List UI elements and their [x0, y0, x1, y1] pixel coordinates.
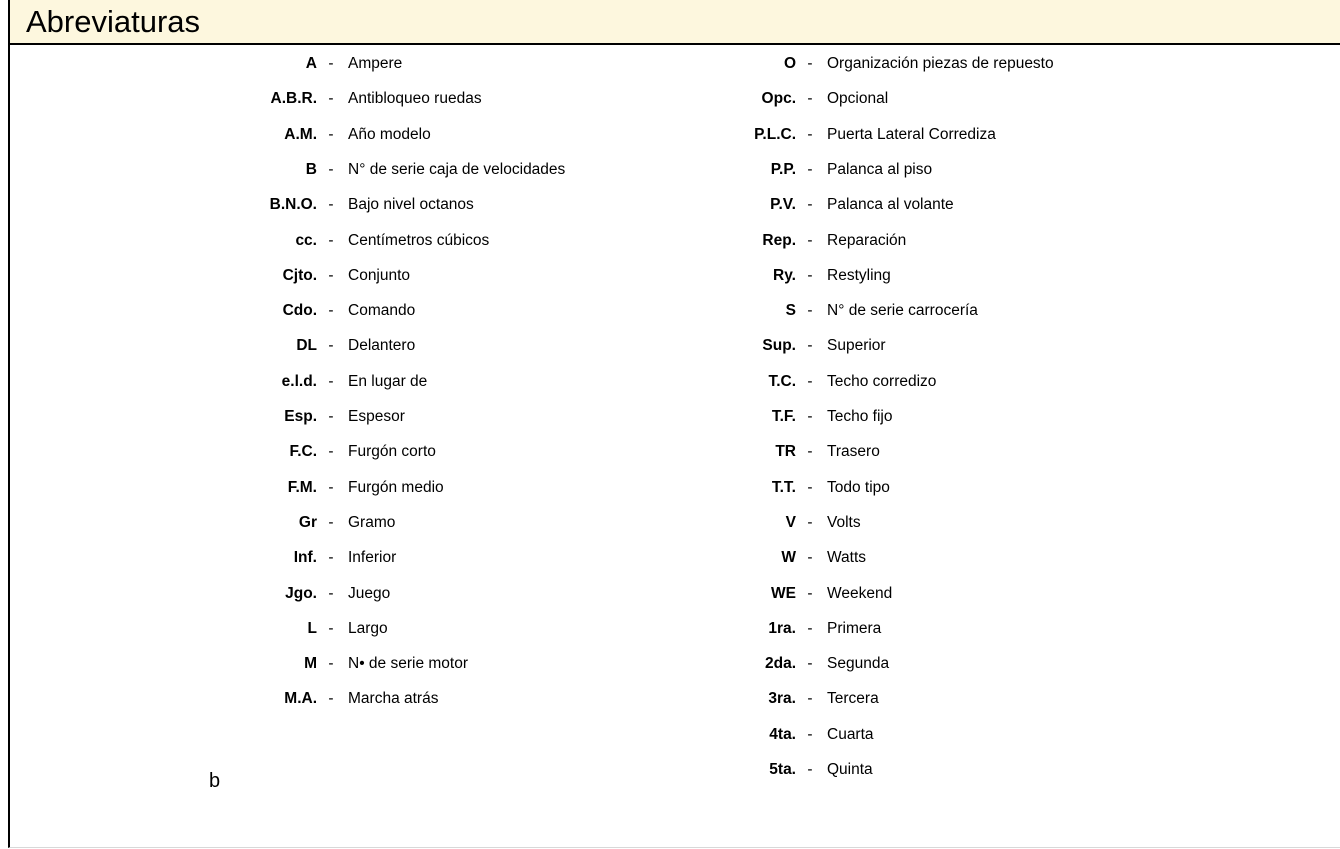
abbreviation-row	[0, 652, 1157, 676]
abbreviation-separator: -	[328, 619, 334, 637]
abbreviation-meaning: Palanca al volante	[827, 196, 954, 214]
abbreviation-separator: -	[807, 513, 813, 531]
abbreviation-meaning: Inferior	[348, 549, 397, 567]
abbreviation-term: O	[783, 55, 796, 72]
abbreviation-separator: -	[328, 549, 334, 567]
abbreviation-term: B	[305, 160, 317, 178]
title-bar	[10, 0, 1340, 45]
abbreviation-row	[0, 546, 1157, 570]
abbreviation-meaning: Antibloqueo ruedas	[348, 90, 482, 108]
stray-letter: b	[209, 770, 221, 792]
abbreviation-meaning: Juego	[348, 584, 391, 602]
abbreviation-meaning: Superior	[827, 337, 886, 355]
abbreviation-separator: -	[328, 408, 334, 425]
abbreviation-term: Gr	[298, 513, 317, 531]
abbreviation-separator: -	[807, 761, 813, 778]
abbreviation-term: T.F.	[771, 408, 796, 425]
abbreviation-meaning: Quinta	[827, 761, 873, 778]
abbreviation-term: Rep.	[762, 231, 796, 249]
abbreviation-term: 1ra.	[768, 619, 796, 637]
abbreviation-meaning: Primera	[827, 619, 882, 637]
abbreviation-separator: -	[807, 55, 813, 72]
abbreviation-meaning: Espesor	[348, 408, 405, 425]
abbreviation-term: A	[305, 55, 317, 72]
abbreviation-term: Cjto.	[282, 266, 317, 284]
abbreviation-term: 3ra.	[768, 690, 796, 708]
abbreviation-separator: -	[328, 584, 334, 602]
abbreviation-term: S	[785, 302, 796, 320]
abbreviation-meaning: Cuarta	[827, 725, 874, 743]
abbreviation-meaning: Ampere	[348, 55, 403, 72]
abbreviation-meaning: Año modelo	[348, 125, 431, 143]
abbreviation-meaning: Organización piezas de repuesto	[827, 55, 1054, 72]
abbreviation-term: T.T.	[771, 478, 796, 496]
abbreviation-term: Ry.	[773, 266, 796, 284]
abbreviation-term: Esp.	[284, 408, 317, 425]
abbreviation-row	[0, 299, 1157, 323]
abbreviation-row	[0, 723, 1157, 747]
abbreviation-separator: -	[328, 160, 334, 178]
abbreviation-row	[0, 52, 1157, 76]
abbreviation-term: P.L.C.	[754, 125, 796, 143]
abbreviation-meaning: Bajo nivel octanos	[348, 196, 474, 214]
abbreviation-term: L	[307, 619, 317, 637]
abbreviation-separator: -	[807, 372, 813, 390]
abbreviation-term: T.C.	[768, 372, 796, 390]
abbreviation-separator: -	[807, 337, 813, 355]
abbreviation-separator: -	[328, 231, 334, 249]
abbreviation-term: cc.	[295, 231, 317, 249]
abbreviation-separator: -	[328, 513, 334, 531]
abbreviation-meaning: Reparación	[827, 231, 907, 249]
abbreviation-meaning: N• de serie motor	[348, 655, 468, 673]
abbreviation-row	[0, 617, 1157, 641]
abbreviation-term: M	[304, 655, 317, 673]
abbreviation-term: F.C.	[289, 443, 317, 461]
abbreviation-term: A.M.	[284, 125, 317, 143]
abbreviation-separator: -	[807, 125, 813, 143]
abbreviation-meaning: Opcional	[827, 90, 889, 108]
abbreviation-meaning: Largo	[348, 619, 388, 637]
abbreviation-separator: -	[328, 690, 334, 708]
abbreviation-meaning: Conjunto	[348, 266, 411, 284]
abbreviation-meaning: Segunda	[827, 655, 890, 673]
abbreviation-row	[0, 158, 1157, 182]
abbreviation-separator: -	[328, 55, 334, 72]
abbreviation-separator: -	[328, 443, 334, 461]
abbreviation-separator: -	[807, 160, 813, 178]
abbreviation-row	[0, 758, 1157, 782]
abbreviation-meaning: Watts	[827, 549, 867, 567]
abbreviation-separator: -	[328, 302, 334, 320]
abbreviation-row	[0, 476, 1157, 500]
abbreviation-separator: -	[328, 478, 334, 496]
abbreviation-meaning: N° de serie carrocería	[827, 302, 978, 320]
abbreviation-row	[0, 405, 1157, 429]
abbreviation-row	[0, 582, 1157, 606]
abbreviation-meaning: Techo fijo	[827, 408, 893, 425]
abbreviation-row	[0, 87, 1157, 111]
abbreviation-term: M.A.	[284, 690, 317, 708]
abbreviation-separator: -	[328, 125, 334, 143]
abbreviation-term: F.M.	[287, 478, 317, 496]
abbreviation-term: Sup.	[762, 337, 796, 355]
abbreviation-term: Cdo.	[282, 302, 317, 320]
abbreviation-term: 2da.	[764, 655, 796, 673]
abbreviation-separator: -	[807, 408, 813, 425]
abbreviation-separator: -	[328, 655, 334, 673]
abbreviation-meaning: Techo corredizo	[827, 372, 937, 390]
abbreviation-meaning: Volts	[827, 513, 861, 531]
abbreviation-meaning: Furgón corto	[348, 443, 436, 461]
abbreviation-separator: -	[807, 619, 813, 637]
abbreviation-separator: -	[807, 655, 813, 673]
abbreviation-separator: -	[807, 90, 813, 108]
abbreviation-meaning: Comando	[348, 302, 416, 320]
abbreviation-separator: -	[328, 90, 334, 108]
abbreviation-separator: -	[328, 337, 334, 355]
abbreviation-term: 4ta.	[769, 725, 796, 743]
abbreviation-term: P.V.	[770, 196, 796, 214]
abbreviation-meaning: Delantero	[348, 337, 416, 355]
abbreviation-row	[0, 370, 1157, 394]
abbreviation-term: P.P.	[770, 160, 796, 178]
abbreviation-meaning: Restyling	[827, 266, 891, 284]
abbreviation-separator: -	[807, 690, 813, 708]
abbreviation-term: V	[785, 513, 796, 531]
abbreviation-separator: -	[807, 302, 813, 320]
abbreviation-term: A.B.R.	[270, 90, 317, 108]
abbreviation-row	[0, 193, 1157, 217]
abbreviation-meaning: Furgón medio	[348, 478, 444, 496]
abbreviation-row	[0, 687, 1157, 711]
abbreviation-separator: -	[807, 443, 813, 461]
abbreviation-separator: -	[807, 196, 813, 214]
abbreviation-term: B.N.O.	[269, 196, 317, 214]
abbreviation-row	[0, 264, 1157, 288]
abbreviation-row	[0, 440, 1157, 464]
abbreviation-meaning: N° de serie caja de velocidades	[348, 160, 566, 178]
abbreviation-separator: -	[328, 196, 334, 214]
abbreviation-meaning: Trasero	[827, 443, 880, 461]
abbreviation-row	[0, 229, 1157, 253]
abbreviation-meaning: Marcha atrás	[348, 690, 439, 708]
abbreviation-meaning: Puerta Lateral Corrediza	[827, 125, 996, 143]
abbreviation-row	[0, 123, 1157, 147]
abbreviation-term: W	[781, 549, 796, 567]
abbreviation-separator: -	[807, 584, 813, 602]
abbreviation-meaning: Gramo	[348, 513, 396, 531]
abbreviation-separator: -	[328, 266, 334, 284]
abbreviation-row	[0, 334, 1157, 358]
abbreviation-separator: -	[807, 549, 813, 567]
page-title: Abreviaturas	[26, 4, 201, 39]
abbreviation-meaning: En lugar de	[348, 372, 428, 390]
abbreviation-meaning: Weekend	[827, 584, 893, 602]
abbreviation-separator: -	[807, 231, 813, 249]
abbreviation-meaning: Todo tipo	[827, 478, 890, 496]
abbreviation-separator: -	[328, 372, 334, 390]
abbreviation-separator: -	[807, 266, 813, 284]
abbreviation-separator: -	[807, 478, 813, 496]
abbreviation-meaning: Centímetros cúbicos	[348, 231, 490, 249]
abbreviation-term: Opc.	[761, 90, 796, 108]
abbreviation-term: 5ta.	[769, 761, 796, 778]
abbreviation-row	[0, 511, 1157, 535]
abbreviation-meaning: Tercera	[827, 690, 879, 708]
abbreviation-separator: -	[807, 725, 813, 743]
abbreviation-term: Inf.	[293, 549, 317, 567]
abbreviation-term: e.l.d.	[281, 372, 317, 390]
abbreviation-meaning: Palanca al piso	[827, 160, 933, 178]
abbreviation-term: TR	[775, 443, 796, 461]
abbreviation-term: Jgo.	[285, 584, 317, 602]
abbreviation-term: DL	[296, 337, 317, 355]
abbreviation-term: WE	[771, 584, 796, 602]
